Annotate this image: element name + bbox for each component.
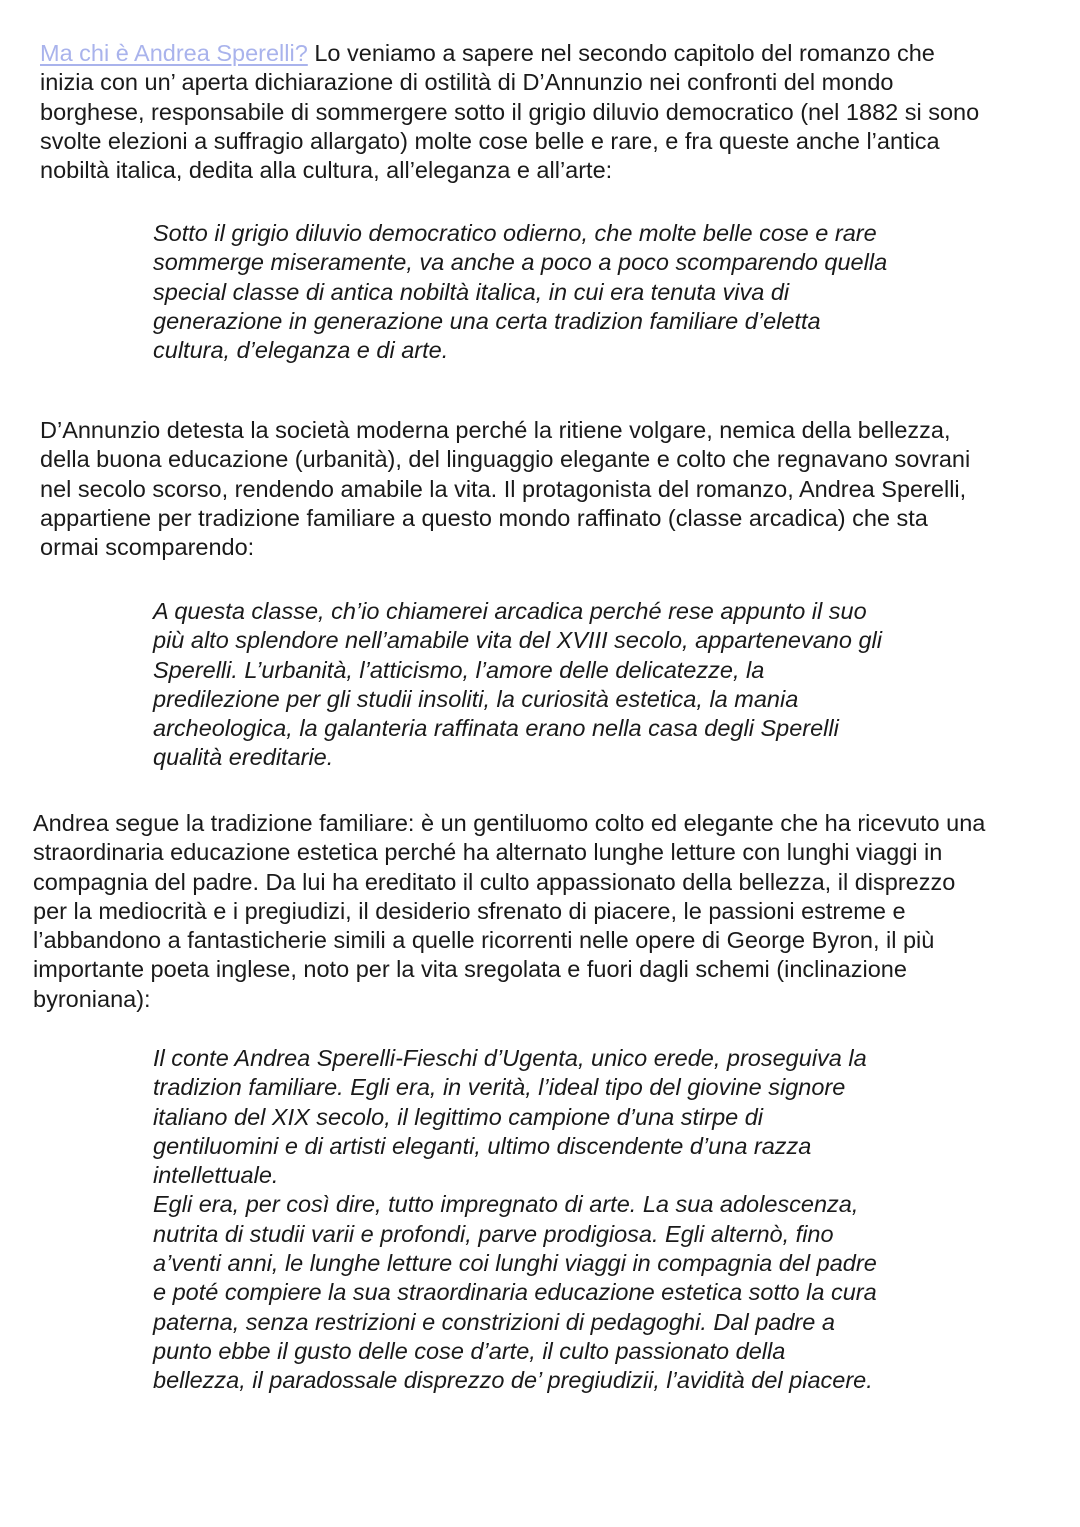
intro-paragraph-text: Lo veniamo a sapere nel secondo capitolo del romanzo che inizia con un’ aperta dichiarazione di ostilità di D’Annunzio nei confronti del mondo borghese, responsabile di sommergere sotto il grigio diluvio democratico (nel 1882 si sono svolte elezioni a suffragio allargato) molte cose belle e rare, e fra queste anche l’antica nobiltà italica, dedita alla cultura, all’eleganza e all’arte: [40,40,980,184]
modern-society-paragraph: D’Annunzio detesta la società moderna perché la ritiene volgare, nemica della bellezza, della buona educazione (urbanità), del linguaggio elegante e colto che regnavano sovrani nel secolo scorso, rendendo amabile la vita. Il protagonista del romanzo, Andrea Sperelli, appartiene per tradizione familiare a questo mondo raffinato (classe arcadica) che sta ormai scomparendo: [40,417,971,561]
quote-arcadian-class: A questa classe, ch’io chiamerei arcadica perché rese appunto il suo più alto splendore nell’amabile vita del XVIII secolo, appartenevano gli Sperelli. L’urbanità, l’atticismo, l’amore delle delicatezze, la predilezione per gli studii insoliti, la curiosità estetica, la mania archeologica, la galanteria raffinata erano nella casa degli Sperelli qualità ereditarie. [153,598,882,771]
intro-paragraph [40,39,1060,185]
andrea-sperelli-link[interactable]: Ma chi è Andrea Sperelli? [40,40,308,66]
family-tradition-paragraph: Andrea segue la tradizione familiare: è un gentiluomo colto ed elegante che ha ricevuto una straordinaria educazione estetica perché ha alternato lunghe letture con lunghi viaggi in compagnia del padre. Da lui ha ereditato il culto appassionato della bellezza, il disprezzo per la mediocrità e i pregiudizi, il desiderio sfrenato di piacere, le passioni estreme e l’abbandono a fantasticherie simili a quelle ricorrenti nelle opere di George Byron, il più importante poeta inglese, noto per la vita sregolata e fuori dagli schemi (inclinazione byroniana): [33,810,986,1012]
quote-count-andrea: Il conte Andrea Sperelli-Fieschi d’Ugenta, unico erede, proseguiva la tradizion familiare. Egli era, in verità, l’ideal tipo del giovine signore italiano del XIX secolo, il legittimo campione d’una stirpe di gentiluomini e di artisti eleganti, ultimo discendente d’una razza intellettuale. Egli era, per così dire, tutto impregnato di arte. La sua adolescenza, nutrita di studii varii e profondi, parve prodigiosa. Egli alternò, fino a’venti anni, le lunghe letture coi lunghi viaggi in compagnia del padre e poté compiere la sua straordinaria educazione estetica sotto la cura paterna, senza restrizioni e constrizioni di pedagoghi. Dal padre a punto ebbe il gusto delle cose d’arte, il culto passionato della bellezza, il paradossale disprezzo de’ pregiudizii, l’avidità del piacere. [153,1045,877,1394]
quote-democratic-deluge: Sotto il grigio diluvio democratico odierno, che molte belle cose e rare sommerge miseramente, va anche a poco a poco scomparendo quella special classe di antica nobiltà italica, in cui era tenuta viva di generazione in generazione una certa tradizion familiare d’eletta cultura, d’eleganza e di arte. [153,220,888,364]
